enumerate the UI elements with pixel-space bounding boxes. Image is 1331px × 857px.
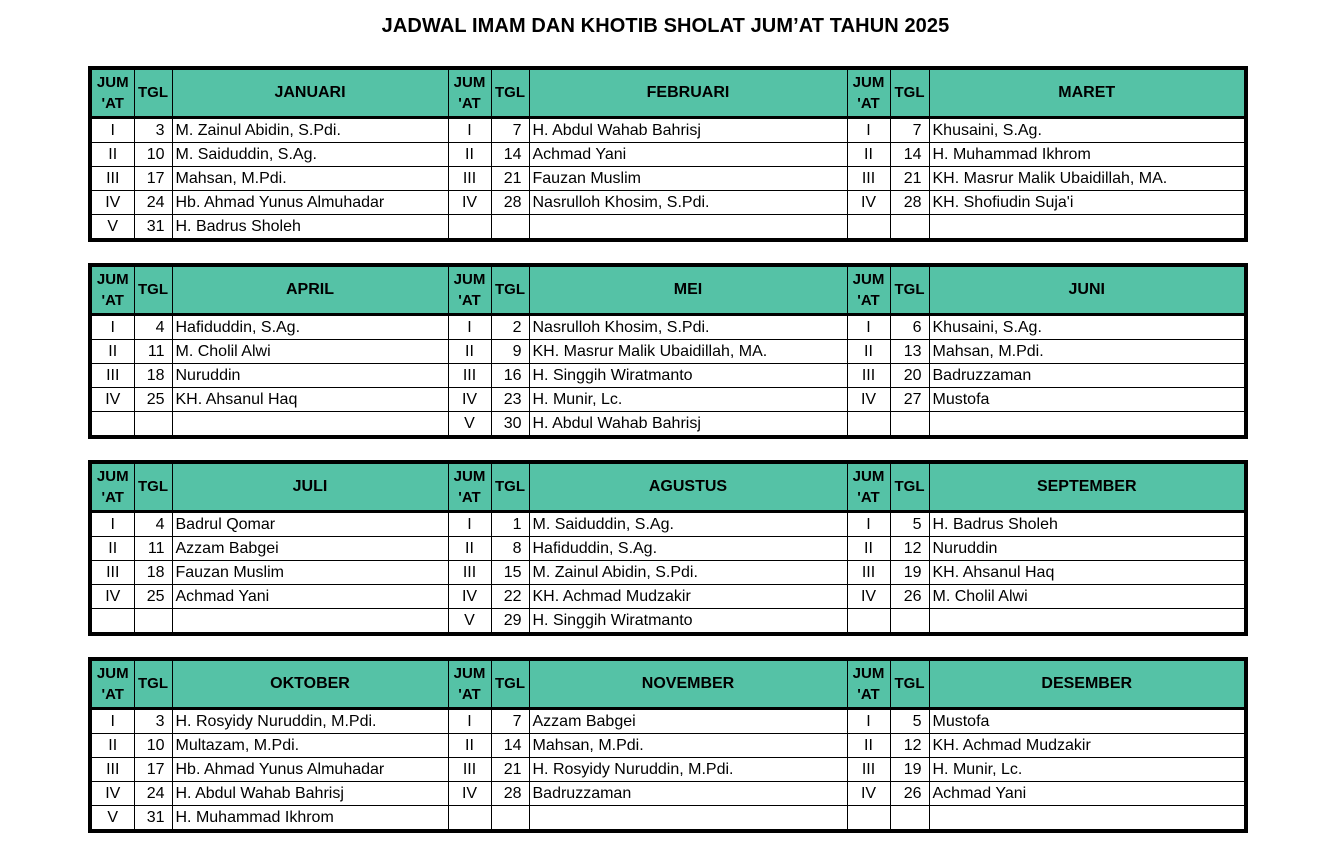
jumat-cell: II [448,537,491,561]
imam-name-cell: KH. Masrur Malik Ubaidillah, MA. [529,340,847,364]
tgl-cell: 4 [134,512,172,537]
jumat-cell: II [90,340,134,364]
imam-name-cell: M. Zainul Abidin, S.Pdi. [172,118,448,143]
jumat-header: JUM 'AT [847,659,890,709]
jumat-header: JUM 'AT [448,68,491,118]
tgl-cell [890,806,929,832]
tgl-cell: 20 [890,364,929,388]
jumat-cell: V [90,806,134,832]
imam-name-cell: M. Zainul Abidin, S.Pdi. [529,561,847,585]
table-row [90,315,1246,340]
jumat-cell [847,215,890,241]
table-row [90,709,1246,734]
schedule-table-q1 [88,66,1248,242]
tgl-cell: 28 [491,782,529,806]
tgl-cell: 31 [134,806,172,832]
table-row [90,191,1246,215]
jumat-cell: I [448,315,491,340]
jumat-cell: IV [90,585,134,609]
month-header: JANUARI [172,68,448,118]
tgl-cell: 1 [491,512,529,537]
tgl-cell: 3 [134,118,172,143]
tgl-cell: 17 [134,167,172,191]
tgl-cell: 27 [890,388,929,412]
tgl-cell: 6 [890,315,929,340]
tgl-cell: 25 [134,585,172,609]
imam-name-cell: Nasrulloh Khosim, S.Pdi. [529,191,847,215]
jumat-cell: III [90,561,134,585]
imam-name-cell: KH. Ahsanul Haq [172,388,448,412]
tgl-cell: 26 [890,782,929,806]
jumat-cell: I [847,118,890,143]
jumat-cell [847,412,890,438]
tgl-cell: 19 [890,561,929,585]
imam-name-cell: Badrul Qomar [172,512,448,537]
tgl-header: TGL [890,68,929,118]
jumat-header: JUM 'AT [448,659,491,709]
tgl-cell: 23 [491,388,529,412]
table-row [90,364,1246,388]
jumat-cell: IV [847,585,890,609]
table-row [90,806,1246,832]
jumat-header: JUM 'AT [90,462,134,512]
imam-name-cell: KH. Masrur Malik Ubaidillah, MA. [929,167,1246,191]
table-row [90,782,1246,806]
jumat-cell: III [448,167,491,191]
imam-name-cell: Fauzan Muslim [529,167,847,191]
jumat-cell: I [448,512,491,537]
jumat-cell: IV [448,782,491,806]
imam-name-cell: H. Singgih Wiratmanto [529,609,847,635]
imam-name-cell: H. Rosyidy Nuruddin, M.Pdi. [529,758,847,782]
tgl-cell [890,412,929,438]
jumat-cell: III [448,364,491,388]
tgl-cell: 7 [890,118,929,143]
imam-name-cell [172,609,448,635]
tgl-cell: 21 [890,167,929,191]
jumat-cell: IV [448,191,491,215]
tgl-header: TGL [134,265,172,315]
tgl-cell: 14 [491,143,529,167]
imam-name-cell: Mahsan, M.Pdi. [529,734,847,758]
jumat-header: JUM 'AT [847,265,890,315]
table-row [90,585,1246,609]
jumat-header: JUM 'AT [448,462,491,512]
tgl-cell: 12 [890,734,929,758]
jumat-cell: V [90,215,134,241]
imam-name-cell: Achmad Yani [529,143,847,167]
jumat-cell: II [90,143,134,167]
imam-name-cell: M. Cholil Alwi [172,340,448,364]
jumat-cell: III [847,561,890,585]
jumat-cell: II [90,537,134,561]
tgl-cell: 30 [491,412,529,438]
tgl-cell: 18 [134,364,172,388]
tgl-cell: 16 [491,364,529,388]
imam-name-cell: Hb. Ahmad Yunus Almuhadar [172,191,448,215]
imam-name-cell: Mahsan, M.Pdi. [929,340,1246,364]
tgl-header: TGL [890,462,929,512]
imam-name-cell: H. Abdul Wahab Bahrisj [529,412,847,438]
imam-name-cell: H. Singgih Wiratmanto [529,364,847,388]
tgl-cell: 21 [491,758,529,782]
month-header: MEI [529,265,847,315]
month-header: DESEMBER [929,659,1246,709]
imam-name-cell: Khusaini, S.Ag. [929,118,1246,143]
imam-name-cell: Hafiduddin, S.Ag. [172,315,448,340]
imam-name-cell: H. Munir, Lc. [529,388,847,412]
tgl-cell: 28 [890,191,929,215]
tgl-cell: 5 [890,512,929,537]
tgl-cell: 8 [491,537,529,561]
tgl-cell: 26 [890,585,929,609]
month-header: FEBRUARI [529,68,847,118]
jumat-header: JUM 'AT [90,265,134,315]
jumat-cell: IV [847,782,890,806]
tgl-cell: 4 [134,315,172,340]
jumat-header: JUM 'AT [847,68,890,118]
table-row [90,609,1246,635]
imam-name-cell: Khusaini, S.Ag. [929,315,1246,340]
tgl-cell: 24 [134,191,172,215]
tgl-cell: 24 [134,782,172,806]
jumat-cell: I [90,118,134,143]
jumat-cell [448,215,491,241]
tgl-header: TGL [134,462,172,512]
imam-name-cell: H. Muhammad Ikhrom [172,806,448,832]
jumat-cell: II [847,340,890,364]
imam-name-cell: Azzam Babgei [172,537,448,561]
tgl-header: TGL [134,68,172,118]
imam-name-cell [929,412,1246,438]
imam-name-cell: KH. Achmad Mudzakir [529,585,847,609]
tgl-cell [134,412,172,438]
tgl-cell [134,609,172,635]
imam-name-cell: Nasrulloh Khosim, S.Pdi. [529,315,847,340]
tgl-cell: 10 [134,143,172,167]
tgl-cell: 7 [491,709,529,734]
imam-name-cell [929,806,1246,832]
imam-name-cell: M. Saiduddin, S.Ag. [172,143,448,167]
jumat-cell: IV [847,191,890,215]
tgl-cell [491,215,529,241]
tgl-cell: 28 [491,191,529,215]
tgl-cell: 9 [491,340,529,364]
imam-name-cell: Mahsan, M.Pdi. [172,167,448,191]
imam-name-cell: H. Munir, Lc. [929,758,1246,782]
jumat-cell: I [847,512,890,537]
jumat-cell: I [847,709,890,734]
jumat-cell: V [448,412,491,438]
imam-name-cell [929,609,1246,635]
imam-name-cell: Fauzan Muslim [172,561,448,585]
table-row [90,143,1246,167]
jumat-cell: IV [90,388,134,412]
jumat-cell [90,412,134,438]
imam-name-cell: H. Badrus Sholeh [172,215,448,241]
tgl-cell: 21 [491,167,529,191]
imam-name-cell: Hafiduddin, S.Ag. [529,537,847,561]
tgl-cell [491,806,529,832]
tgl-cell: 29 [491,609,529,635]
jumat-cell: I [90,512,134,537]
table-header-row [90,659,1246,709]
tgl-cell: 22 [491,585,529,609]
jumat-cell: II [448,143,491,167]
imam-name-cell [929,215,1246,241]
tgl-header: TGL [491,462,529,512]
jumat-header: JUM 'AT [90,68,134,118]
jumat-cell: II [847,143,890,167]
tgl-cell: 17 [134,758,172,782]
table-row [90,512,1246,537]
tgl-cell: 11 [134,340,172,364]
month-header: NOVEMBER [529,659,847,709]
jumat-header: JUM 'AT [448,265,491,315]
schedule-table-q4 [88,657,1248,833]
imam-name-cell [529,215,847,241]
imam-name-cell: Mustofa [929,388,1246,412]
tgl-cell: 7 [491,118,529,143]
jumat-cell: IV [90,782,134,806]
tgl-cell: 25 [134,388,172,412]
table-row [90,734,1246,758]
tgl-cell: 2 [491,315,529,340]
imam-name-cell: Hb. Ahmad Yunus Almuhadar [172,758,448,782]
month-header: OKTOBER [172,659,448,709]
imam-name-cell: KH. Shofiudin Suja'i [929,191,1246,215]
jumat-cell: II [847,734,890,758]
jumat-cell: III [847,167,890,191]
table-row [90,340,1246,364]
jumat-cell: II [448,340,491,364]
tgl-header: TGL [134,659,172,709]
tgl-cell [890,609,929,635]
imam-name-cell: KH. Ahsanul Haq [929,561,1246,585]
jumat-cell: III [847,758,890,782]
month-header: AGUSTUS [529,462,847,512]
imam-name-cell: Badruzzaman [929,364,1246,388]
table-header-row [90,68,1246,118]
month-header: JULI [172,462,448,512]
table-row [90,167,1246,191]
jumat-cell: II [90,734,134,758]
imam-name-cell: Nuruddin [929,537,1246,561]
jumat-cell: III [90,167,134,191]
schedule-table-q2 [88,263,1248,439]
table-row [90,215,1246,241]
jumat-cell: III [448,758,491,782]
table-row [90,388,1246,412]
imam-name-cell: Azzam Babgei [529,709,847,734]
imam-name-cell: H. Rosyidy Nuruddin, M.Pdi. [172,709,448,734]
imam-name-cell: Achmad Yani [929,782,1246,806]
imam-name-cell: M. Cholil Alwi [929,585,1246,609]
month-header: APRIL [172,265,448,315]
page-title: JADWAL IMAM DAN KHOTIB SHOLAT JUM’AT TAHUN 2025 [381,15,950,37]
jumat-cell: IV [90,191,134,215]
tgl-cell: 3 [134,709,172,734]
tgl-cell: 19 [890,758,929,782]
table-row [90,412,1246,438]
schedule-table-q3 [88,460,1248,636]
jumat-cell: I [90,709,134,734]
jumat-cell: III [90,758,134,782]
jumat-cell: III [90,364,134,388]
tgl-header: TGL [491,265,529,315]
jumat-cell [847,609,890,635]
jumat-header: JUM 'AT [847,462,890,512]
tgl-header: TGL [491,68,529,118]
jumat-cell: I [847,315,890,340]
jumat-cell: IV [847,388,890,412]
tgl-cell: 15 [491,561,529,585]
jumat-cell: III [847,364,890,388]
imam-name-cell [172,412,448,438]
imam-name-cell: M. Saiduddin, S.Ag. [529,512,847,537]
table-row [90,758,1246,782]
tgl-cell: 12 [890,537,929,561]
table-row [90,537,1246,561]
imam-name-cell: H. Badrus Sholeh [929,512,1246,537]
table-row [90,561,1246,585]
imam-name-cell: Achmad Yani [172,585,448,609]
imam-name-cell: KH. Achmad Mudzakir [929,734,1246,758]
month-header: SEPTEMBER [929,462,1246,512]
tgl-cell: 18 [134,561,172,585]
imam-name-cell: H. Muhammad Ikhrom [929,143,1246,167]
tgl-cell: 14 [491,734,529,758]
jumat-cell: I [448,709,491,734]
tgl-cell: 14 [890,143,929,167]
jumat-cell: II [448,734,491,758]
jumat-cell [448,806,491,832]
imam-name-cell: H. Abdul Wahab Bahrisj [529,118,847,143]
tgl-cell: 10 [134,734,172,758]
imam-name-cell: Nuruddin [172,364,448,388]
table-header-row [90,462,1246,512]
imam-name-cell: Multazam, M.Pdi. [172,734,448,758]
jumat-cell: I [448,118,491,143]
imam-name-cell: H. Abdul Wahab Bahrisj [172,782,448,806]
jumat-cell: II [847,537,890,561]
imam-name-cell: Badruzzaman [529,782,847,806]
tgl-header: TGL [890,659,929,709]
jumat-cell: I [90,315,134,340]
tgl-cell: 13 [890,340,929,364]
jumat-cell: IV [448,585,491,609]
jumat-cell [847,806,890,832]
jumat-header: JUM 'AT [90,659,134,709]
jumat-cell [90,609,134,635]
tgl-cell: 31 [134,215,172,241]
jumat-cell: III [448,561,491,585]
tgl-cell: 11 [134,537,172,561]
tgl-header: TGL [890,265,929,315]
jumat-cell: IV [448,388,491,412]
tgl-cell: 5 [890,709,929,734]
imam-name-cell: Mustofa [929,709,1246,734]
tgl-cell [890,215,929,241]
imam-name-cell [529,806,847,832]
month-header: MARET [929,68,1246,118]
table-header-row [90,265,1246,315]
jumat-cell: V [448,609,491,635]
month-header: JUNI [929,265,1246,315]
table-row [90,118,1246,143]
tgl-header: TGL [491,659,529,709]
